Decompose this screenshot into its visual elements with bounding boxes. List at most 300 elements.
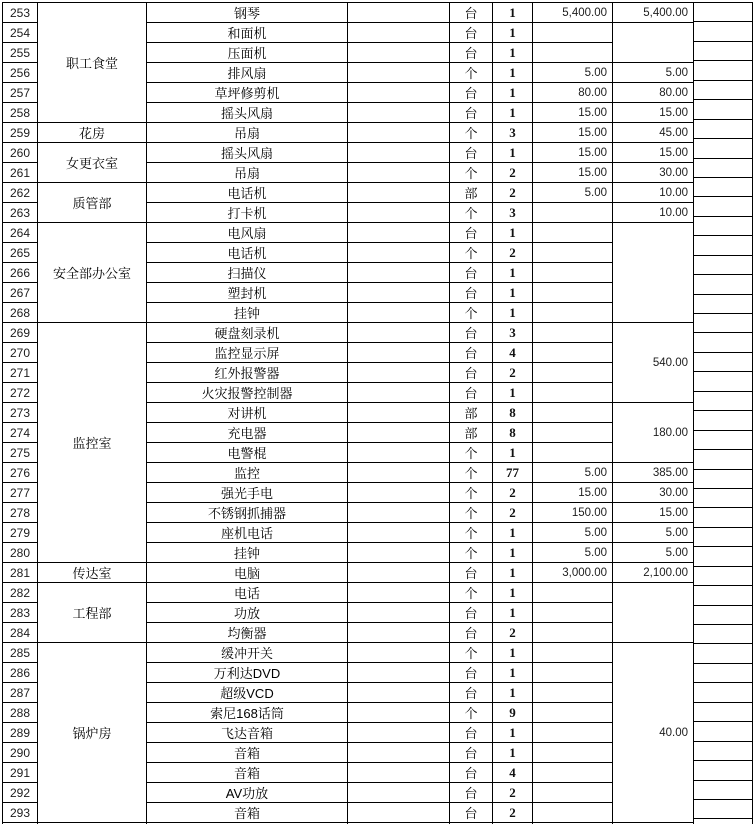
unit-price-cell[interactable]	[533, 643, 613, 663]
quantity-cell[interactable]: 1	[493, 443, 533, 463]
total-price-cell[interactable]: 15.00	[613, 143, 694, 163]
quantity-cell[interactable]: 1	[493, 743, 533, 763]
item-name-cell[interactable]: 红外报警器	[147, 363, 348, 383]
item-name-cell[interactable]: 挂钟	[147, 303, 348, 323]
side-cell[interactable]	[693, 197, 753, 216]
total-price-cell[interactable]: 5,400.00	[613, 3, 694, 23]
total-price-cell[interactable]	[613, 23, 694, 63]
item-name-cell[interactable]: 座机电话	[147, 523, 348, 543]
quantity-cell[interactable]: 2	[493, 783, 533, 803]
unit-price-cell[interactable]: 15.00	[533, 103, 613, 123]
unit-cell[interactable]: 个	[450, 243, 493, 263]
unit-price-cell[interactable]	[533, 303, 613, 323]
blank-cell[interactable]	[348, 163, 450, 183]
unit-cell[interactable]: 台	[450, 323, 493, 343]
row-number-cell[interactable]: 275	[3, 443, 38, 463]
side-cell[interactable]	[693, 353, 753, 372]
item-name-cell[interactable]: 万利达DVD	[147, 663, 348, 683]
item-name-cell[interactable]: 压面机	[147, 43, 348, 63]
total-price-cell[interactable]: 540.00	[613, 323, 694, 403]
row-number-cell[interactable]: 284	[3, 623, 38, 643]
side-cell[interactable]	[693, 664, 753, 683]
side-cell[interactable]	[693, 100, 753, 119]
blank-cell[interactable]	[348, 63, 450, 83]
quantity-cell[interactable]: 2	[493, 363, 533, 383]
row-number-cell[interactable]: 266	[3, 263, 38, 283]
unit-cell[interactable]: 个	[450, 203, 493, 223]
unit-cell[interactable]: 部	[450, 403, 493, 423]
unit-cell[interactable]: 台	[450, 3, 493, 23]
item-name-cell[interactable]: 电风扇	[147, 223, 348, 243]
row-number-cell[interactable]: 274	[3, 423, 38, 443]
row-number-cell[interactable]: 283	[3, 603, 38, 623]
department-cell[interactable]: 职工食堂	[38, 3, 147, 123]
row-number-cell[interactable]: 293	[3, 803, 38, 823]
unit-cell[interactable]: 台	[450, 383, 493, 403]
department-cell[interactable]: 女更衣室	[38, 143, 147, 183]
unit-price-cell[interactable]	[533, 723, 613, 743]
row-number-cell[interactable]: 278	[3, 503, 38, 523]
unit-cell[interactable]: 台	[450, 83, 493, 103]
row-number-cell[interactable]: 257	[3, 83, 38, 103]
row-number-cell[interactable]: 254	[3, 23, 38, 43]
row-number-cell[interactable]: 280	[3, 543, 38, 563]
unit-price-cell[interactable]	[533, 623, 613, 643]
unit-price-cell[interactable]	[533, 423, 613, 443]
item-name-cell[interactable]: 音箱	[147, 803, 348, 823]
unit-cell[interactable]: 台	[450, 43, 493, 63]
quantity-cell[interactable]: 8	[493, 403, 533, 423]
unit-cell[interactable]: 台	[450, 763, 493, 783]
unit-cell[interactable]: 个	[450, 483, 493, 503]
side-cell[interactable]	[693, 431, 753, 450]
quantity-cell[interactable]: 1	[493, 63, 533, 83]
unit-cell[interactable]: 台	[450, 223, 493, 243]
quantity-cell[interactable]: 1	[493, 303, 533, 323]
unit-cell[interactable]: 个	[450, 303, 493, 323]
total-price-cell[interactable]: 385.00	[613, 463, 694, 483]
item-name-cell[interactable]: 超级VCD	[147, 683, 348, 703]
blank-cell[interactable]	[348, 123, 450, 143]
total-price-cell[interactable]: 80.00	[613, 83, 694, 103]
side-cell[interactable]	[693, 722, 753, 741]
unit-price-cell[interactable]	[533, 263, 613, 283]
side-cell[interactable]	[693, 528, 753, 547]
quantity-cell[interactable]: 3	[493, 323, 533, 343]
blank-cell[interactable]	[348, 283, 450, 303]
quantity-cell[interactable]: 1	[493, 563, 533, 583]
side-cell[interactable]	[693, 314, 753, 333]
quantity-cell[interactable]: 3	[493, 123, 533, 143]
item-name-cell[interactable]: 挂钟	[147, 543, 348, 563]
row-number-cell[interactable]: 260	[3, 143, 38, 163]
quantity-cell[interactable]: 2	[493, 163, 533, 183]
quantity-cell[interactable]: 1	[493, 683, 533, 703]
side-cell[interactable]	[693, 586, 753, 605]
quantity-cell[interactable]: 3	[493, 203, 533, 223]
item-name-cell[interactable]: 摇头风扇	[147, 143, 348, 163]
unit-cell[interactable]: 台	[450, 143, 493, 163]
blank-cell[interactable]	[348, 383, 450, 403]
unit-cell[interactable]: 个	[450, 63, 493, 83]
side-cell[interactable]	[693, 372, 753, 391]
total-price-cell[interactable]: 15.00	[613, 103, 694, 123]
item-name-cell[interactable]: 电警棍	[147, 443, 348, 463]
unit-price-cell[interactable]	[533, 403, 613, 423]
side-cell[interactable]	[693, 22, 753, 41]
row-number-cell[interactable]: 285	[3, 643, 38, 663]
side-cell[interactable]	[693, 236, 753, 255]
unit-price-cell[interactable]: 5,400.00	[533, 3, 613, 23]
unit-cell[interactable]: 台	[450, 283, 493, 303]
unit-cell[interactable]: 台	[450, 263, 493, 283]
department-cell[interactable]: 传达室	[38, 563, 147, 583]
quantity-cell[interactable]: 2	[493, 483, 533, 503]
quantity-cell[interactable]: 1	[493, 523, 533, 543]
item-name-cell[interactable]: 对讲机	[147, 403, 348, 423]
quantity-cell[interactable]: 1	[493, 83, 533, 103]
blank-cell[interactable]	[348, 563, 450, 583]
department-cell[interactable]: 锅炉房	[38, 643, 147, 823]
blank-cell[interactable]	[348, 223, 450, 243]
row-number-cell[interactable]: 292	[3, 783, 38, 803]
side-cell[interactable]	[693, 217, 753, 236]
blank-cell[interactable]	[348, 103, 450, 123]
unit-price-cell[interactable]: 80.00	[533, 83, 613, 103]
row-number-cell[interactable]: 267	[3, 283, 38, 303]
row-number-cell[interactable]: 270	[3, 343, 38, 363]
side-cell[interactable]	[693, 450, 753, 469]
total-price-cell[interactable]: 30.00	[613, 163, 694, 183]
quantity-cell[interactable]: 4	[493, 763, 533, 783]
total-price-cell[interactable]	[613, 583, 694, 643]
side-cell[interactable]	[693, 42, 753, 61]
quantity-cell[interactable]: 1	[493, 263, 533, 283]
unit-cell[interactable]: 台	[450, 103, 493, 123]
unit-price-cell[interactable]	[533, 383, 613, 403]
department-cell[interactable]: 监控室	[38, 323, 147, 563]
unit-cell[interactable]: 台	[450, 603, 493, 623]
blank-cell[interactable]	[348, 463, 450, 483]
row-number-cell[interactable]: 289	[3, 723, 38, 743]
total-price-cell[interactable]: 40.00	[613, 643, 694, 823]
unit-price-cell[interactable]: 5.00	[533, 543, 613, 563]
row-number-cell[interactable]: 263	[3, 203, 38, 223]
unit-price-cell[interactable]	[533, 783, 613, 803]
blank-cell[interactable]	[348, 483, 450, 503]
item-name-cell[interactable]: 吊扇	[147, 163, 348, 183]
unit-cell[interactable]: 台	[450, 23, 493, 43]
unit-price-cell[interactable]	[533, 363, 613, 383]
row-number-cell[interactable]: 279	[3, 523, 38, 543]
side-cell[interactable]	[693, 761, 753, 780]
side-cell[interactable]	[693, 781, 753, 800]
item-name-cell[interactable]: 吊扇	[147, 123, 348, 143]
side-cell[interactable]	[693, 625, 753, 644]
quantity-cell[interactable]: 1	[493, 103, 533, 123]
quantity-cell[interactable]: 1	[493, 3, 533, 23]
blank-cell[interactable]	[348, 743, 450, 763]
unit-price-cell[interactable]: 5.00	[533, 523, 613, 543]
row-number-cell[interactable]: 272	[3, 383, 38, 403]
item-name-cell[interactable]: 缓冲开关	[147, 643, 348, 663]
row-number-cell[interactable]: 259	[3, 123, 38, 143]
item-name-cell[interactable]: 摇头风扇	[147, 103, 348, 123]
item-name-cell[interactable]: 功放	[147, 603, 348, 623]
total-price-cell[interactable]: 180.00	[613, 403, 694, 463]
department-cell[interactable]: 花房	[38, 123, 147, 143]
quantity-cell[interactable]: 1	[493, 643, 533, 663]
total-price-cell[interactable]: 30.00	[613, 483, 694, 503]
side-cell[interactable]	[693, 567, 753, 586]
blank-cell[interactable]	[348, 443, 450, 463]
row-number-cell[interactable]: 286	[3, 663, 38, 683]
quantity-cell[interactable]: 2	[493, 803, 533, 823]
unit-price-cell[interactable]	[533, 683, 613, 703]
item-name-cell[interactable]: 音箱	[147, 763, 348, 783]
unit-price-cell[interactable]	[533, 23, 613, 43]
quantity-cell[interactable]: 1	[493, 43, 533, 63]
blank-cell[interactable]	[348, 523, 450, 543]
row-number-cell[interactable]: 281	[3, 563, 38, 583]
item-name-cell[interactable]: 钢琴	[147, 3, 348, 23]
blank-cell[interactable]	[348, 183, 450, 203]
blank-cell[interactable]	[348, 763, 450, 783]
unit-cell[interactable]: 台	[450, 723, 493, 743]
side-cell[interactable]	[693, 606, 753, 625]
total-price-cell[interactable]	[613, 223, 694, 323]
row-number-cell[interactable]: 276	[3, 463, 38, 483]
quantity-cell[interactable]: 1	[493, 723, 533, 743]
department-cell[interactable]: 质管部	[38, 183, 147, 223]
blank-cell[interactable]	[348, 263, 450, 283]
department-cell[interactable]: 工程部	[38, 583, 147, 643]
row-number-cell[interactable]: 268	[3, 303, 38, 323]
row-number-cell[interactable]: 271	[3, 363, 38, 383]
blank-cell[interactable]	[348, 643, 450, 663]
unit-price-cell[interactable]: 15.00	[533, 483, 613, 503]
item-name-cell[interactable]: 扫描仪	[147, 263, 348, 283]
quantity-cell[interactable]: 1	[493, 543, 533, 563]
side-cell[interactable]	[693, 742, 753, 761]
row-number-cell[interactable]: 277	[3, 483, 38, 503]
unit-price-cell[interactable]	[533, 323, 613, 343]
unit-cell[interactable]: 个	[450, 503, 493, 523]
item-name-cell[interactable]: 音箱	[147, 743, 348, 763]
side-cell[interactable]	[693, 411, 753, 430]
side-cell[interactable]	[693, 159, 753, 178]
unit-cell[interactable]: 台	[450, 343, 493, 363]
side-cell[interactable]	[693, 275, 753, 294]
quantity-cell[interactable]: 1	[493, 283, 533, 303]
row-number-cell[interactable]: 282	[3, 583, 38, 603]
quantity-cell[interactable]: 1	[493, 603, 533, 623]
unit-cell[interactable]: 个	[450, 523, 493, 543]
total-price-cell[interactable]: 5.00	[613, 523, 694, 543]
quantity-cell[interactable]: 1	[493, 23, 533, 43]
unit-price-cell[interactable]	[533, 203, 613, 223]
item-name-cell[interactable]: 电话机	[147, 183, 348, 203]
blank-cell[interactable]	[348, 143, 450, 163]
side-cell[interactable]	[693, 683, 753, 702]
blank-cell[interactable]	[348, 783, 450, 803]
item-name-cell[interactable]: 监控显示屏	[147, 343, 348, 363]
item-name-cell[interactable]: 电话机	[147, 243, 348, 263]
row-number-cell[interactable]: 256	[3, 63, 38, 83]
unit-cell[interactable]: 个	[450, 123, 493, 143]
unit-cell[interactable]: 个	[450, 643, 493, 663]
item-name-cell[interactable]: 电话	[147, 583, 348, 603]
total-price-cell[interactable]: 5.00	[613, 543, 694, 563]
unit-cell[interactable]: 个	[450, 543, 493, 563]
side-cell[interactable]	[693, 61, 753, 80]
side-cell[interactable]	[693, 139, 753, 158]
unit-cell[interactable]: 个	[450, 583, 493, 603]
unit-cell[interactable]: 台	[450, 683, 493, 703]
unit-price-cell[interactable]	[533, 763, 613, 783]
blank-cell[interactable]	[348, 43, 450, 63]
row-number-cell[interactable]: 290	[3, 743, 38, 763]
unit-price-cell[interactable]: 15.00	[533, 123, 613, 143]
unit-price-cell[interactable]	[533, 343, 613, 363]
unit-price-cell[interactable]: 5.00	[533, 63, 613, 83]
side-cell[interactable]	[693, 800, 753, 819]
row-number-cell[interactable]: 264	[3, 223, 38, 243]
unit-price-cell[interactable]	[533, 583, 613, 603]
total-price-cell[interactable]: 2,100.00	[613, 563, 694, 583]
item-name-cell[interactable]: 打卡机	[147, 203, 348, 223]
unit-price-cell[interactable]	[533, 283, 613, 303]
unit-price-cell[interactable]	[533, 603, 613, 623]
item-name-cell[interactable]: 索尼168话筒	[147, 703, 348, 723]
unit-cell[interactable]: 个	[450, 463, 493, 483]
unit-cell[interactable]: 台	[450, 623, 493, 643]
side-cell[interactable]	[693, 3, 753, 22]
blank-cell[interactable]	[348, 723, 450, 743]
item-name-cell[interactable]: 强光手电	[147, 483, 348, 503]
quantity-cell[interactable]: 8	[493, 423, 533, 443]
row-number-cell[interactable]: 262	[3, 183, 38, 203]
quantity-cell[interactable]: 1	[493, 383, 533, 403]
unit-cell[interactable]: 台	[450, 363, 493, 383]
unit-price-cell[interactable]: 15.00	[533, 143, 613, 163]
side-cell[interactable]	[693, 256, 753, 275]
row-number-cell[interactable]: 255	[3, 43, 38, 63]
side-cell[interactable]	[693, 470, 753, 489]
quantity-cell[interactable]: 2	[493, 503, 533, 523]
total-price-cell[interactable]: 15.00	[613, 503, 694, 523]
blank-cell[interactable]	[348, 403, 450, 423]
unit-price-cell[interactable]	[533, 443, 613, 463]
blank-cell[interactable]	[348, 303, 450, 323]
item-name-cell[interactable]: 飞达音箱	[147, 723, 348, 743]
row-number-cell[interactable]: 253	[3, 3, 38, 23]
side-cell[interactable]	[693, 489, 753, 508]
unit-price-cell[interactable]	[533, 703, 613, 723]
unit-price-cell[interactable]	[533, 223, 613, 243]
item-name-cell[interactable]: 塑封机	[147, 283, 348, 303]
total-price-cell[interactable]: 10.00	[613, 183, 694, 203]
quantity-cell[interactable]: 9	[493, 703, 533, 723]
item-name-cell[interactable]: 不锈钢抓捕器	[147, 503, 348, 523]
unit-cell[interactable]: 个	[450, 163, 493, 183]
quantity-cell[interactable]: 2	[493, 623, 533, 643]
unit-price-cell[interactable]: 5.00	[533, 463, 613, 483]
unit-price-cell[interactable]: 15.00	[533, 163, 613, 183]
blank-cell[interactable]	[348, 363, 450, 383]
row-number-cell[interactable]: 265	[3, 243, 38, 263]
quantity-cell[interactable]: 2	[493, 183, 533, 203]
unit-cell[interactable]: 部	[450, 423, 493, 443]
blank-cell[interactable]	[348, 503, 450, 523]
unit-cell[interactable]: 台	[450, 803, 493, 823]
quantity-cell[interactable]: 1	[493, 143, 533, 163]
side-cell[interactable]	[693, 81, 753, 100]
blank-cell[interactable]	[348, 423, 450, 443]
side-cell[interactable]	[693, 547, 753, 566]
blank-cell[interactable]	[348, 23, 450, 43]
total-price-cell[interactable]: 45.00	[613, 123, 694, 143]
item-name-cell[interactable]: 火灾报警控制器	[147, 383, 348, 403]
unit-cell[interactable]: 台	[450, 783, 493, 803]
department-cell[interactable]: 安全部办公室	[38, 223, 147, 323]
unit-cell[interactable]: 台	[450, 563, 493, 583]
item-name-cell[interactable]: 电脑	[147, 563, 348, 583]
blank-cell[interactable]	[348, 203, 450, 223]
row-number-cell[interactable]: 261	[3, 163, 38, 183]
item-name-cell[interactable]: 充电器	[147, 423, 348, 443]
unit-cell[interactable]: 台	[450, 743, 493, 763]
blank-cell[interactable]	[348, 243, 450, 263]
unit-cell[interactable]: 台	[450, 663, 493, 683]
side-cell[interactable]	[693, 644, 753, 663]
total-price-cell[interactable]: 5.00	[613, 63, 694, 83]
item-name-cell[interactable]: AV功放	[147, 783, 348, 803]
quantity-cell[interactable]: 77	[493, 463, 533, 483]
item-name-cell[interactable]: 和面机	[147, 23, 348, 43]
total-price-cell[interactable]: 10.00	[613, 203, 694, 223]
blank-cell[interactable]	[348, 543, 450, 563]
row-number-cell[interactable]: 258	[3, 103, 38, 123]
blank-cell[interactable]	[348, 663, 450, 683]
side-cell[interactable]	[693, 120, 753, 139]
quantity-cell[interactable]: 1	[493, 663, 533, 683]
side-cell[interactable]	[693, 295, 753, 314]
blank-cell[interactable]	[348, 343, 450, 363]
side-cell[interactable]	[693, 508, 753, 527]
blank-cell[interactable]	[348, 803, 450, 823]
side-cell[interactable]	[693, 178, 753, 197]
side-cell[interactable]	[693, 333, 753, 352]
quantity-cell[interactable]: 4	[493, 343, 533, 363]
blank-cell[interactable]	[348, 603, 450, 623]
unit-cell[interactable]: 个	[450, 703, 493, 723]
quantity-cell[interactable]: 2	[493, 243, 533, 263]
row-number-cell[interactable]: 288	[3, 703, 38, 723]
item-name-cell[interactable]: 均衡器	[147, 623, 348, 643]
item-name-cell[interactable]: 排风扇	[147, 63, 348, 83]
unit-price-cell[interactable]	[533, 743, 613, 763]
row-number-cell[interactable]: 291	[3, 763, 38, 783]
side-cell[interactable]	[693, 392, 753, 411]
unit-price-cell[interactable]	[533, 43, 613, 63]
blank-cell[interactable]	[348, 323, 450, 343]
item-name-cell[interactable]: 草坪修剪机	[147, 83, 348, 103]
blank-cell[interactable]	[348, 623, 450, 643]
unit-price-cell[interactable]	[533, 803, 613, 823]
blank-cell[interactable]	[348, 683, 450, 703]
quantity-cell[interactable]: 1	[493, 583, 533, 603]
